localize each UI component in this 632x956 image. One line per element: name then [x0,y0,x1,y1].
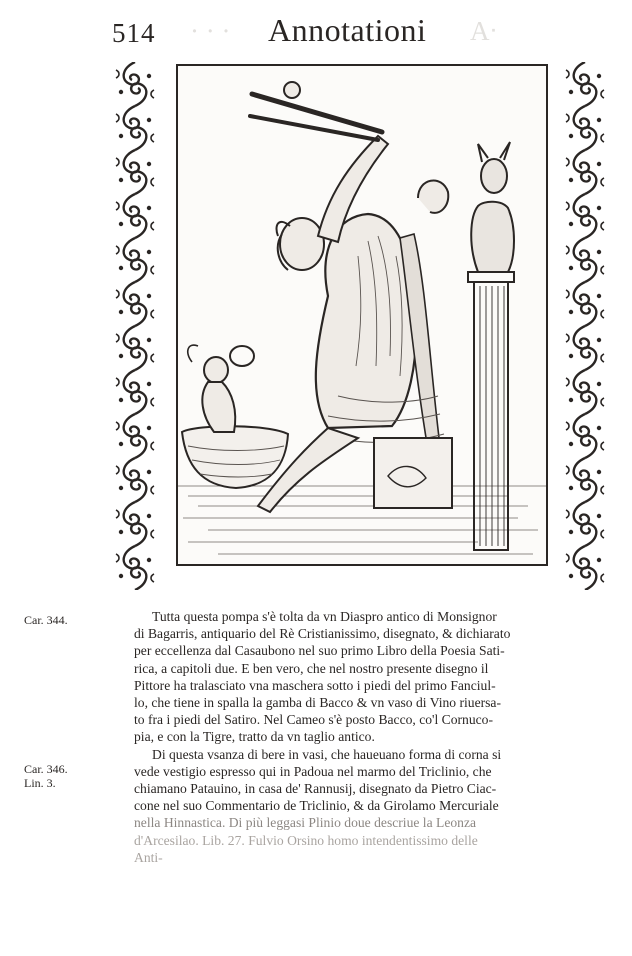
text-line: chiamano Patauino, in casa de' Rannusij, disegnato da Pietro Ciac- [134,781,497,797]
show-through-text: · · · [190,16,231,46]
running-head: Annotationi [268,12,427,48]
margin-note-line: Lin. 3. [24,776,56,790]
text-line: di Bagarris, antiquario del Rè Cristianissimo, disegnato, & dichiarato [134,626,511,642]
show-through-text: Aᐧ [470,16,497,46]
margin-note-line: Car. 346. [24,762,68,776]
margin-note [24,762,68,790]
page-number: 514 [112,18,156,48]
text-line: vede vestigio espresso qui in Padoua nel marmo del Triclinio, che [134,763,492,779]
text-line: Pittore ha tralasciato vna maschera sotto i piedi del primo Fanciul- [134,677,496,693]
margin-note: Car. 344. [24,613,68,627]
paragraph [134,608,628,746]
text-line: lo, che tiene in spalla la gamba di Bacco & vn vaso di Vino riuersa- [134,695,501,711]
text-line: Di questa vsanza di bere in vasi, che haueuano forma di corna si [152,746,502,762]
text-line: cone nel suo Commentario de Triclinio, & da Girolamo Mercuriale [134,798,499,814]
text-line: pia, e con la Tigre, tratto da vn taglio antico. [134,729,375,745]
engraving-plate [176,64,548,566]
text-line: nella Hinnastica. Di più leggasi Plinio doue descriue la Leonza [134,815,477,831]
text-line: Tutta questa pompa s'è tolta da vn Diaspro antico di Monsignor [152,609,497,624]
body-text [134,608,628,866]
text-line: rica, a capitoli due. E ben vero, che nel nostro presente disegno il [134,660,489,676]
carved-gem-satyr-scene-icon [178,66,546,564]
paragraph [134,746,628,866]
text-line: d'Arcesilao. Lib. 27. Fulvio Orsino homo intendentissimo delle [134,832,478,848]
text-line: to fra i piedi del Satiro. Nel Cameo s'è posto Bacco, co'l Cornuco- [134,712,493,728]
scroll-border-ornament-icon [562,62,608,590]
scroll-border-ornament-icon [112,62,158,590]
text-line: per eccellenza dal Casaubono nel suo primo Libro della Poesia Sati- [134,643,505,659]
catchword: Anti- [134,849,163,865]
